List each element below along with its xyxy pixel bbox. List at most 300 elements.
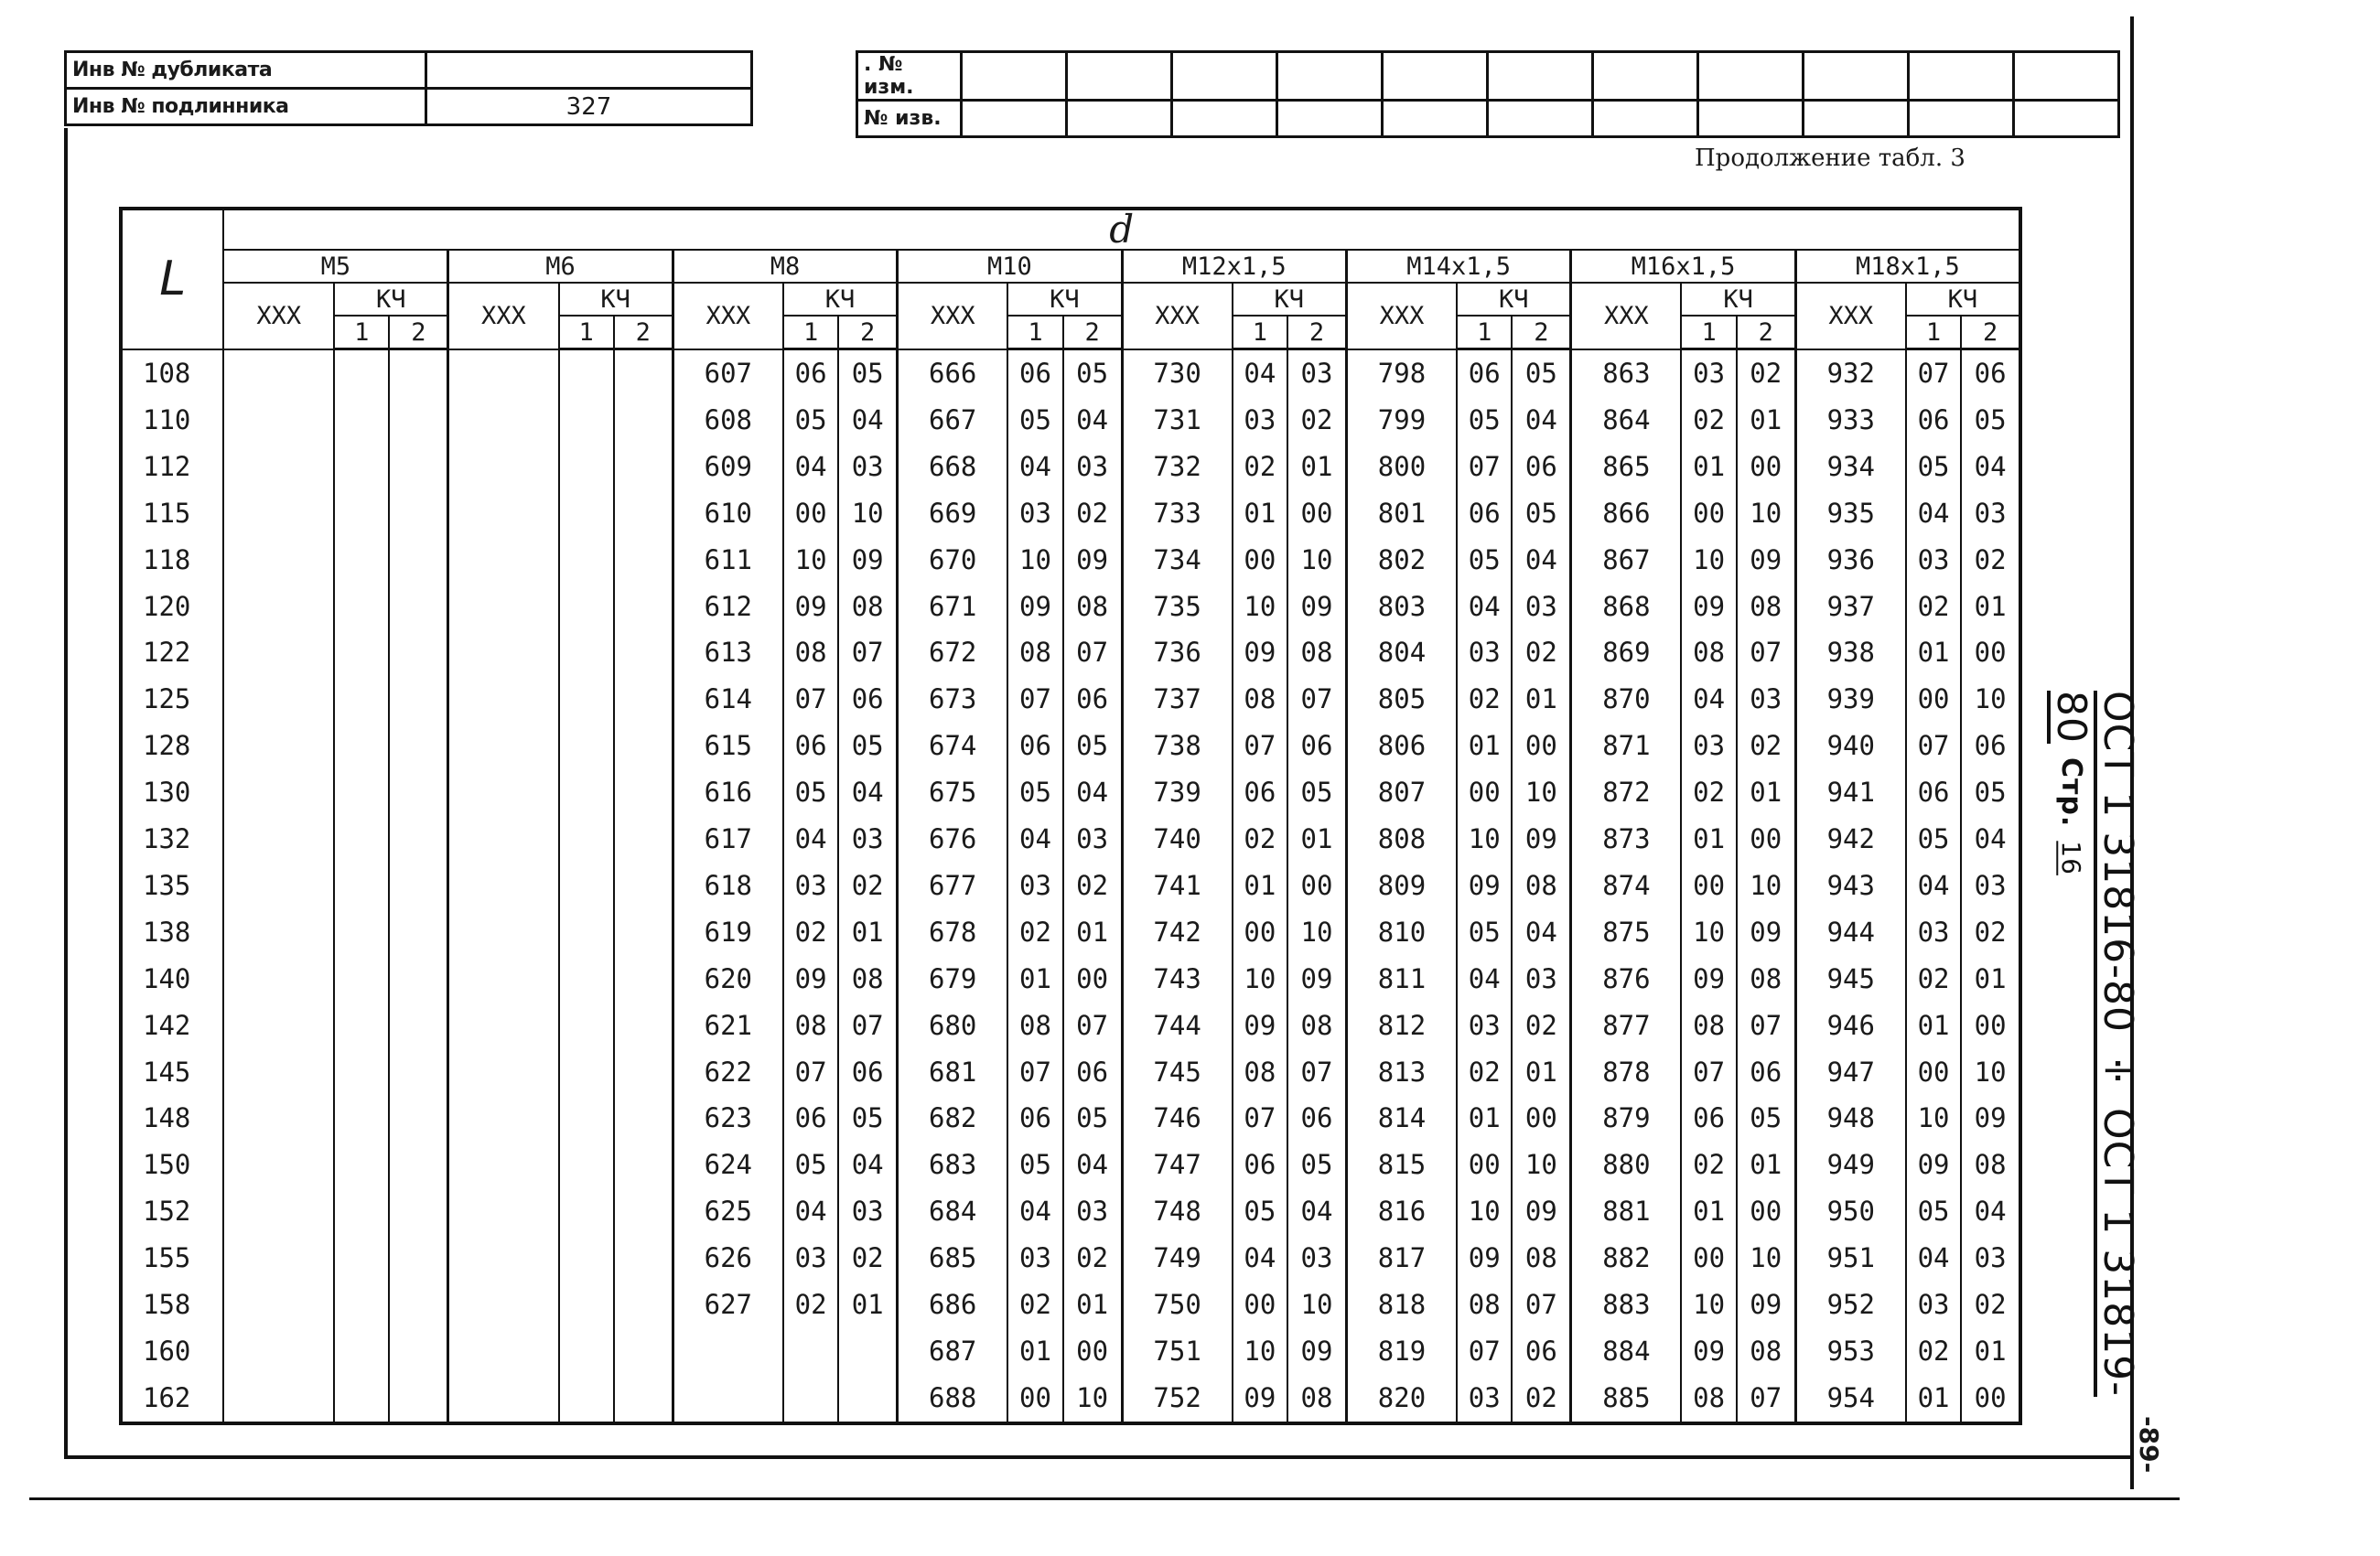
cell-code: 733 (1122, 490, 1233, 537)
stamp-value-original: 327 (426, 89, 752, 125)
cell-kch-1 (334, 349, 389, 397)
cell-kch-1: 01 (1007, 956, 1062, 1003)
cell-code: 876 (1571, 956, 1682, 1003)
cell-kch-1 (334, 1096, 389, 1143)
cell-length: 110 (121, 397, 223, 444)
cell-kch-2: 01 (1287, 816, 1346, 863)
stamp-label-notice: № изв. (857, 101, 962, 137)
header-sub-1: 1 (559, 316, 614, 349)
table-row (121, 1282, 2020, 1328)
cell-kch-1 (559, 909, 614, 956)
cell-kch-2 (614, 444, 673, 490)
cell-code: 752 (1122, 1375, 1233, 1423)
cell-kch-2: 03 (1961, 1235, 2020, 1282)
cell-code (223, 909, 334, 956)
table-continuation-caption: Продолжение табл. 3 (1695, 145, 1965, 172)
cell-kch-1: 02 (1233, 816, 1287, 863)
cell-kch-1: 02 (1681, 397, 1736, 444)
cell-kch-1: 10 (1681, 537, 1736, 584)
cell-code: 616 (673, 769, 783, 816)
cell-kch-1: 01 (1681, 816, 1736, 863)
cell-kch-2: 00 (1961, 1375, 2020, 1423)
cell-kch-2: 07 (1737, 629, 1795, 676)
cell-code: 802 (1346, 537, 1457, 584)
cell-code: 866 (1571, 490, 1682, 537)
cell-kch-1: 10 (783, 537, 838, 584)
cell-code: 737 (1122, 676, 1233, 723)
cell-code: 937 (1795, 584, 1906, 630)
cell-kch-1: 02 (1681, 769, 1736, 816)
cell-kch-1: 08 (1233, 1049, 1287, 1096)
cell-kch-2: 01 (1063, 1282, 1122, 1328)
cell-kch-2: 00 (1063, 1328, 1122, 1375)
cell-kch-1 (559, 1235, 614, 1282)
header-sub-1: 1 (1233, 316, 1287, 349)
cell-code: 811 (1346, 956, 1457, 1003)
cell-kch-2: 05 (1512, 490, 1570, 537)
cell-code: 674 (898, 723, 1008, 769)
cell-length: 152 (121, 1188, 223, 1235)
cell-kch-1 (559, 444, 614, 490)
cell-kch-1: 10 (1233, 956, 1287, 1003)
cell-code: 613 (673, 629, 783, 676)
cell-kch-1: 02 (1906, 584, 1961, 630)
cell-code (223, 816, 334, 863)
sheet-number: -89- (2134, 1416, 2164, 1474)
header-xxx: XXX (448, 283, 559, 349)
cell-kch-2: 05 (1287, 769, 1346, 816)
table-row (121, 723, 2020, 769)
cell-code: 627 (673, 1282, 783, 1328)
cell-kch-2: 02 (838, 863, 897, 909)
table-row (121, 444, 2020, 490)
cell-code: 751 (1122, 1328, 1233, 1375)
cell-kch-2: 02 (1737, 349, 1795, 397)
header-xxx: XXX (223, 283, 334, 349)
cell-code: 950 (1795, 1188, 1906, 1235)
stamp-cell (1804, 52, 1909, 101)
cell-code: 865 (1571, 444, 1682, 490)
cell-kch-2: 04 (1063, 1142, 1122, 1188)
cell-kch-1 (559, 1096, 614, 1143)
page-label: Стр. (2055, 757, 2087, 828)
cell-kch-2 (614, 723, 673, 769)
cell-kch-2 (614, 956, 673, 1003)
stamp-row-duplicate (66, 52, 752, 89)
table-row (121, 863, 2020, 909)
cell-kch-2: 01 (838, 1282, 897, 1328)
cell-kch-2: 03 (838, 1188, 897, 1235)
cell-kch-1: 09 (1906, 1142, 1961, 1188)
cell-kch-1: 03 (1233, 397, 1287, 444)
header-thread-size: M12x1,5 (1122, 250, 1346, 283)
cell-kch-1: 09 (1681, 956, 1736, 1003)
cell-kch-2: 06 (1063, 676, 1122, 723)
cell-code: 864 (1571, 397, 1682, 444)
cell-kch-1: 07 (1233, 1096, 1287, 1143)
cell-kch-1: 05 (1007, 397, 1062, 444)
cell-kch-2: 07 (838, 629, 897, 676)
cell-kch-1: 05 (1007, 1142, 1062, 1188)
cell-code: 808 (1346, 816, 1457, 863)
cell-kch-2: 10 (1287, 909, 1346, 956)
cell-kch-1: 03 (1681, 349, 1736, 397)
cell-kch-2 (838, 1328, 897, 1375)
cell-code: 863 (1571, 349, 1682, 397)
cell-kch-2: 01 (1512, 676, 1570, 723)
header-sub-1: 1 (783, 316, 838, 349)
cell-code (448, 1096, 559, 1143)
header-sub-1: 1 (1681, 316, 1736, 349)
cell-kch-2: 05 (838, 1096, 897, 1143)
cell-kch-1: 00 (1233, 537, 1287, 584)
cell-kch-1: 01 (1457, 723, 1512, 769)
cell-code (223, 1328, 334, 1375)
cell-code (448, 723, 559, 769)
cell-kch-1 (334, 1282, 389, 1328)
stamp-label-original: Инв № подлинника (66, 89, 426, 125)
cell-kch-1: 09 (1457, 863, 1512, 909)
cell-kch-1: 00 (1681, 1235, 1736, 1282)
cell-kch-2: 02 (1063, 1235, 1122, 1282)
cell-code (223, 490, 334, 537)
cell-kch-2 (389, 490, 447, 537)
cell-kch-2: 00 (1961, 1003, 2020, 1049)
cell-kch-1: 05 (1007, 769, 1062, 816)
cell-code: 748 (1122, 1188, 1233, 1235)
cell-kch-2: 04 (1063, 397, 1122, 444)
header-kch: КЧ (783, 283, 898, 316)
cell-kch-1: 02 (1007, 909, 1062, 956)
cell-code (223, 1235, 334, 1282)
cell-kch-1: 03 (1007, 490, 1062, 537)
cell-kch-1: 05 (783, 397, 838, 444)
cell-kch-2: 03 (1063, 444, 1122, 490)
cell-kch-1: 08 (1681, 1375, 1736, 1423)
header-xxx: XXX (1795, 283, 1906, 349)
cell-length: 145 (121, 1049, 223, 1096)
cell-code (448, 1282, 559, 1328)
table-row (121, 956, 2020, 1003)
table-row (121, 1188, 2020, 1235)
cell-code: 738 (1122, 723, 1233, 769)
cell-kch-1 (559, 397, 614, 444)
cell-code: 741 (1122, 863, 1233, 909)
header-xxx: XXX (673, 283, 783, 349)
cell-code (448, 1003, 559, 1049)
cell-code: 883 (1571, 1282, 1682, 1328)
cell-kch-1: 07 (1457, 444, 1512, 490)
cell-code (448, 1328, 559, 1375)
stamp-label-duplicate: Инв № дубликата (66, 52, 426, 89)
cell-kch-2 (389, 1096, 447, 1143)
header-sub-2: 2 (1961, 316, 2020, 349)
cell-kch-1: 09 (1007, 584, 1062, 630)
cell-kch-1: 02 (1007, 1282, 1062, 1328)
cell-kch-2: 00 (1512, 723, 1570, 769)
cell-kch-1 (334, 1003, 389, 1049)
cell-code: 677 (898, 863, 1008, 909)
cell-kch-2 (389, 769, 447, 816)
cell-code: 873 (1571, 816, 1682, 863)
cell-kch-2: 02 (1961, 909, 2020, 956)
cell-kch-1: 05 (1457, 909, 1512, 956)
cell-kch-1 (334, 537, 389, 584)
header-row-group (121, 209, 2020, 250)
header-kch: КЧ (1457, 283, 1571, 316)
cell-code: 682 (898, 1096, 1008, 1143)
cell-kch-2: 09 (1512, 816, 1570, 863)
cell-kch-1 (783, 1328, 838, 1375)
cell-kch-2: 02 (1287, 397, 1346, 444)
cell-code: 744 (1122, 1003, 1233, 1049)
cell-kch-1: 10 (1233, 1328, 1287, 1375)
cell-code: 872 (1571, 769, 1682, 816)
cell-code: 683 (898, 1142, 1008, 1188)
cell-kch-1: 00 (1457, 769, 1512, 816)
cell-kch-1: 10 (1007, 537, 1062, 584)
thread-length-table (119, 207, 2022, 1425)
cell-code: 740 (1122, 816, 1233, 863)
cell-code: 880 (1571, 1142, 1682, 1188)
cell-kch-2: 02 (838, 1235, 897, 1282)
cell-kch-2: 04 (838, 1142, 897, 1188)
header-sub-2: 2 (614, 316, 673, 349)
cell-kch-1: 02 (1681, 1142, 1736, 1188)
cell-kch-1: 03 (1906, 1282, 1961, 1328)
cell-code: 935 (1795, 490, 1906, 537)
cell-kch-1 (334, 397, 389, 444)
cell-kch-1: 05 (1233, 1188, 1287, 1235)
cell-length: 108 (121, 349, 223, 397)
stamp-cell (2014, 101, 2119, 137)
cell-code: 875 (1571, 909, 1682, 956)
cell-length: 140 (121, 956, 223, 1003)
cell-kch-2: 08 (1737, 956, 1795, 1003)
header-xxx: XXX (1122, 283, 1233, 349)
cell-code (673, 1375, 783, 1423)
cell-kch-1 (559, 490, 614, 537)
cell-code: 620 (673, 956, 783, 1003)
cell-kch-2 (614, 1096, 673, 1143)
cell-kch-2: 09 (838, 537, 897, 584)
stamp-cell (1277, 52, 1383, 101)
cell-kch-1: 08 (783, 1003, 838, 1049)
cell-kch-1: 06 (783, 349, 838, 397)
cell-kch-1: 05 (1906, 816, 1961, 863)
cell-code (448, 629, 559, 676)
header-thread-size: M6 (448, 250, 673, 283)
cell-length: 158 (121, 1282, 223, 1328)
cell-code: 945 (1795, 956, 1906, 1003)
cell-kch-1 (334, 1049, 389, 1096)
cell-code: 610 (673, 490, 783, 537)
cell-code (223, 1282, 334, 1328)
cell-kch-1: 00 (1906, 1049, 1961, 1096)
header-sub-1: 1 (334, 316, 389, 349)
cell-code (448, 956, 559, 1003)
cell-kch-2: 05 (1737, 1096, 1795, 1143)
cell-code: 745 (1122, 1049, 1233, 1096)
cell-kch-1: 10 (1906, 1096, 1961, 1143)
header-kch: КЧ (1681, 283, 1795, 316)
cell-kch-1: 05 (1457, 397, 1512, 444)
cell-kch-1: 10 (1457, 1188, 1512, 1235)
cell-kch-1: 07 (783, 1049, 838, 1096)
cell-kch-1: 04 (1233, 1235, 1287, 1282)
stamp-changes (856, 50, 2120, 138)
cell-code (223, 723, 334, 769)
cell-kch-1: 01 (1233, 863, 1287, 909)
cell-code: 870 (1571, 676, 1682, 723)
cell-kch-2 (614, 909, 673, 956)
table-row (121, 584, 2020, 630)
stamp-value-duplicate (426, 52, 752, 89)
cell-code: 944 (1795, 909, 1906, 956)
cell-code: 670 (898, 537, 1008, 584)
cell-kch-2: 04 (1512, 537, 1570, 584)
cell-kch-2: 09 (1737, 1282, 1795, 1328)
cell-kch-2: 07 (1287, 676, 1346, 723)
cell-kch-1 (334, 1235, 389, 1282)
cell-kch-1: 03 (783, 863, 838, 909)
cell-kch-2: 04 (1512, 397, 1570, 444)
cell-kch-2: 10 (1961, 676, 2020, 723)
cell-kch-2: 08 (1737, 584, 1795, 630)
cell-code: 953 (1795, 1328, 1906, 1375)
cell-kch-2 (389, 1235, 447, 1282)
cell-kch-1: 00 (1233, 909, 1287, 956)
cell-length: 115 (121, 490, 223, 537)
cell-kch-2: 09 (1063, 537, 1122, 584)
cell-code (223, 537, 334, 584)
cell-kch-2: 03 (1512, 584, 1570, 630)
cell-kch-2: 08 (1287, 1375, 1346, 1423)
cell-code: 679 (898, 956, 1008, 1003)
cell-kch-2: 03 (1961, 863, 2020, 909)
cell-kch-2 (389, 676, 447, 723)
cell-kch-2: 08 (1512, 863, 1570, 909)
cell-length: 160 (121, 1328, 223, 1375)
cell-kch-1 (559, 816, 614, 863)
cell-code: 881 (1571, 1188, 1682, 1235)
header-kch: КЧ (1906, 283, 2020, 316)
cell-kch-1: 08 (783, 629, 838, 676)
cell-kch-1: 08 (1007, 629, 1062, 676)
cell-code: 607 (673, 349, 783, 397)
cell-kch-2: 08 (838, 584, 897, 630)
cell-kch-2 (614, 490, 673, 537)
cell-kch-1: 03 (1007, 1235, 1062, 1282)
cell-length: 132 (121, 816, 223, 863)
cell-kch-2: 08 (1961, 1142, 2020, 1188)
header-thread-size: M18x1,5 (1795, 250, 2020, 283)
cell-code (223, 1049, 334, 1096)
header-xxx: XXX (1571, 283, 1682, 349)
table-row (121, 769, 2020, 816)
cell-kch-1 (559, 1003, 614, 1049)
cell-kch-1: 04 (1906, 1235, 1961, 1282)
header-thread-size: M8 (673, 250, 897, 283)
cell-kch-1 (334, 956, 389, 1003)
cell-code: 621 (673, 1003, 783, 1049)
cell-kch-2 (389, 863, 447, 909)
stamp-row-change-number (857, 52, 2119, 101)
cell-kch-2 (614, 816, 673, 863)
cell-kch-2: 10 (1961, 1049, 2020, 1096)
cell-code: 619 (673, 909, 783, 956)
cell-kch-2: 06 (1063, 1049, 1122, 1096)
cell-kch-1: 06 (1007, 723, 1062, 769)
cell-kch-1: 06 (1681, 1096, 1736, 1143)
cell-code: 868 (1571, 584, 1682, 630)
table-row (121, 1235, 2020, 1282)
cell-kch-1: 09 (783, 584, 838, 630)
cell-kch-1: 04 (1457, 584, 1512, 630)
cell-kch-2: 04 (1961, 816, 2020, 863)
cell-code: 672 (898, 629, 1008, 676)
cell-kch-2: 01 (1287, 444, 1346, 490)
table-row (121, 1096, 2020, 1143)
cell-kch-1: 06 (1007, 1096, 1062, 1143)
header-kch: КЧ (1233, 283, 1347, 316)
cell-kch-1 (334, 676, 389, 723)
cell-kch-1 (334, 1375, 389, 1423)
cell-kch-2 (614, 676, 673, 723)
cell-code: 871 (1571, 723, 1682, 769)
cell-kch-1: 06 (1007, 349, 1062, 397)
cell-kch-2: 01 (1737, 769, 1795, 816)
cell-kch-2 (389, 723, 447, 769)
cell-length: 142 (121, 1003, 223, 1049)
cell-kch-1: 06 (1233, 769, 1287, 816)
cell-code: 936 (1795, 537, 1906, 584)
cell-kch-1: 02 (1906, 1328, 1961, 1375)
cell-code (223, 629, 334, 676)
cell-kch-2 (614, 537, 673, 584)
cell-kch-1: 07 (783, 676, 838, 723)
cell-code: 814 (1346, 1096, 1457, 1143)
header-sub-2: 2 (1287, 316, 1346, 349)
cell-kch-2: 03 (1287, 1235, 1346, 1282)
cell-code: 938 (1795, 629, 1906, 676)
cell-code (223, 769, 334, 816)
cell-code: 622 (673, 1049, 783, 1096)
cell-kch-2: 07 (1737, 1375, 1795, 1423)
cell-kch-2 (614, 1375, 673, 1423)
cell-code: 731 (1122, 397, 1233, 444)
cell-kch-1: 00 (1007, 1375, 1062, 1423)
header-thread-size: M14x1,5 (1346, 250, 1570, 283)
cell-kch-2: 04 (1961, 444, 2020, 490)
cell-code: 611 (673, 537, 783, 584)
cell-code (448, 769, 559, 816)
cell-code (448, 584, 559, 630)
stamp-cell (1383, 101, 1488, 137)
cell-kch-2: 00 (1737, 1188, 1795, 1235)
header-xxx: XXX (1346, 283, 1457, 349)
cell-kch-2: 09 (1287, 1328, 1346, 1375)
cell-kch-2: 01 (1961, 1328, 2020, 1375)
cell-kch-2: 10 (1737, 863, 1795, 909)
cell-code: 671 (898, 584, 1008, 630)
cell-code: 678 (898, 909, 1008, 956)
cell-kch-1: 07 (1457, 1328, 1512, 1375)
table-row (121, 1328, 2020, 1375)
cell-code: 877 (1571, 1003, 1682, 1049)
cell-kch-1: 05 (783, 1142, 838, 1188)
cell-kch-2: 10 (1512, 1142, 1570, 1188)
